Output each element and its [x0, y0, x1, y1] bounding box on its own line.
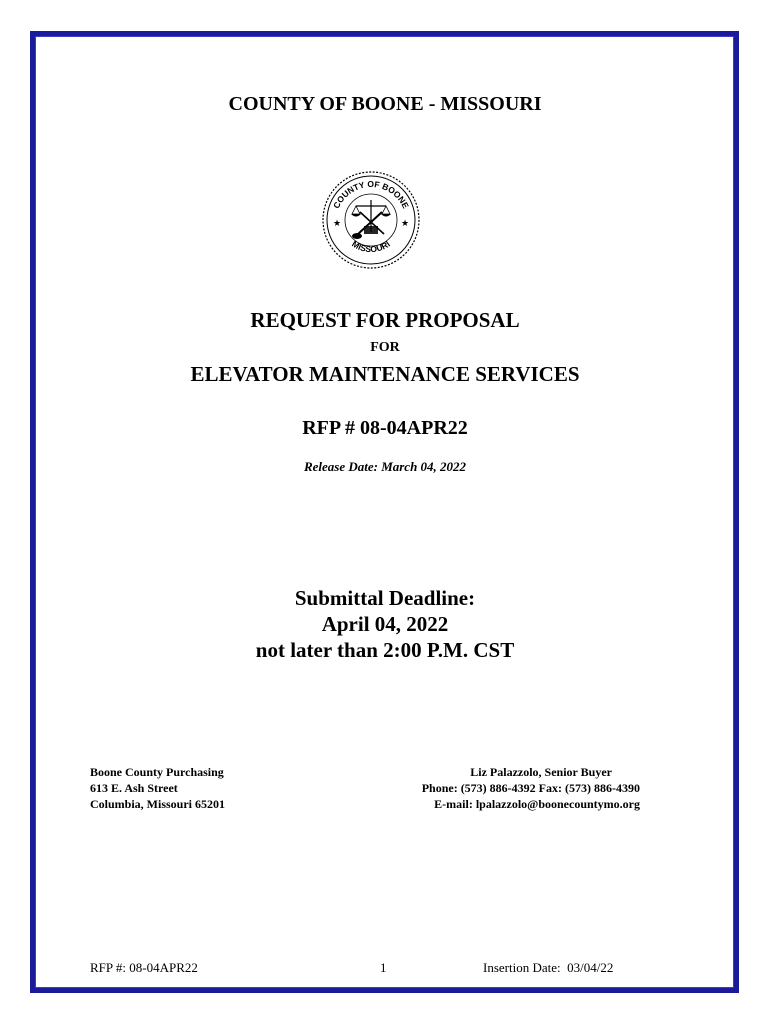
- buyer-email: E-mail: lpalazzolo@boonecountymo.org: [434, 797, 640, 811]
- footer-insertion-date: Insertion Date: 03/04/22: [483, 960, 614, 975]
- deadline-time: not later than 2:00 P.M. CST: [255, 638, 515, 662]
- purchasing-address: [90, 764, 225, 812]
- svg-text:★: ★: [333, 219, 342, 229]
- deadline-date: April 04, 2022: [321, 612, 449, 636]
- buyer-phone: Phone: (573) 886-4392 Fax: (573) 886-4390: [421, 781, 640, 795]
- rfp-for: FOR: [370, 340, 400, 355]
- svg-text:MISSOURI: [350, 239, 392, 255]
- rfp-service: ELEVATOR MAINTENANCE SERVICES: [190, 362, 580, 386]
- footer-page-number: 1: [380, 960, 387, 975]
- buyer-contact: [375, 764, 640, 812]
- purchasing-name: Boone County Purchasing: [90, 765, 224, 779]
- rfp-number: RFP # 08-04APR22: [302, 417, 468, 439]
- deadline-label: Submittal Deadline:: [294, 586, 476, 610]
- county-title: COUNTY OF BOONE - MISSOURI: [228, 93, 542, 115]
- rfp-title: REQUEST FOR PROPOSAL: [250, 308, 520, 332]
- footer-rfp-number: RFP #: 08-04APR22: [90, 960, 198, 975]
- county-seal-icon: [320, 170, 422, 270]
- purchasing-city: Columbia, Missouri 65201: [90, 797, 226, 811]
- buyer-name: Liz Palazzolo, Senior Buyer: [470, 765, 612, 779]
- release-date: Release Date: March 04, 2022: [303, 459, 467, 474]
- seal-top-text: COUNTY OF BOONE: [331, 178, 411, 211]
- svg-text:★: ★: [401, 219, 410, 229]
- purchasing-street: 613 E. Ash Street: [90, 781, 178, 795]
- seal-bottom-text: MISSOURI: [350, 238, 392, 255]
